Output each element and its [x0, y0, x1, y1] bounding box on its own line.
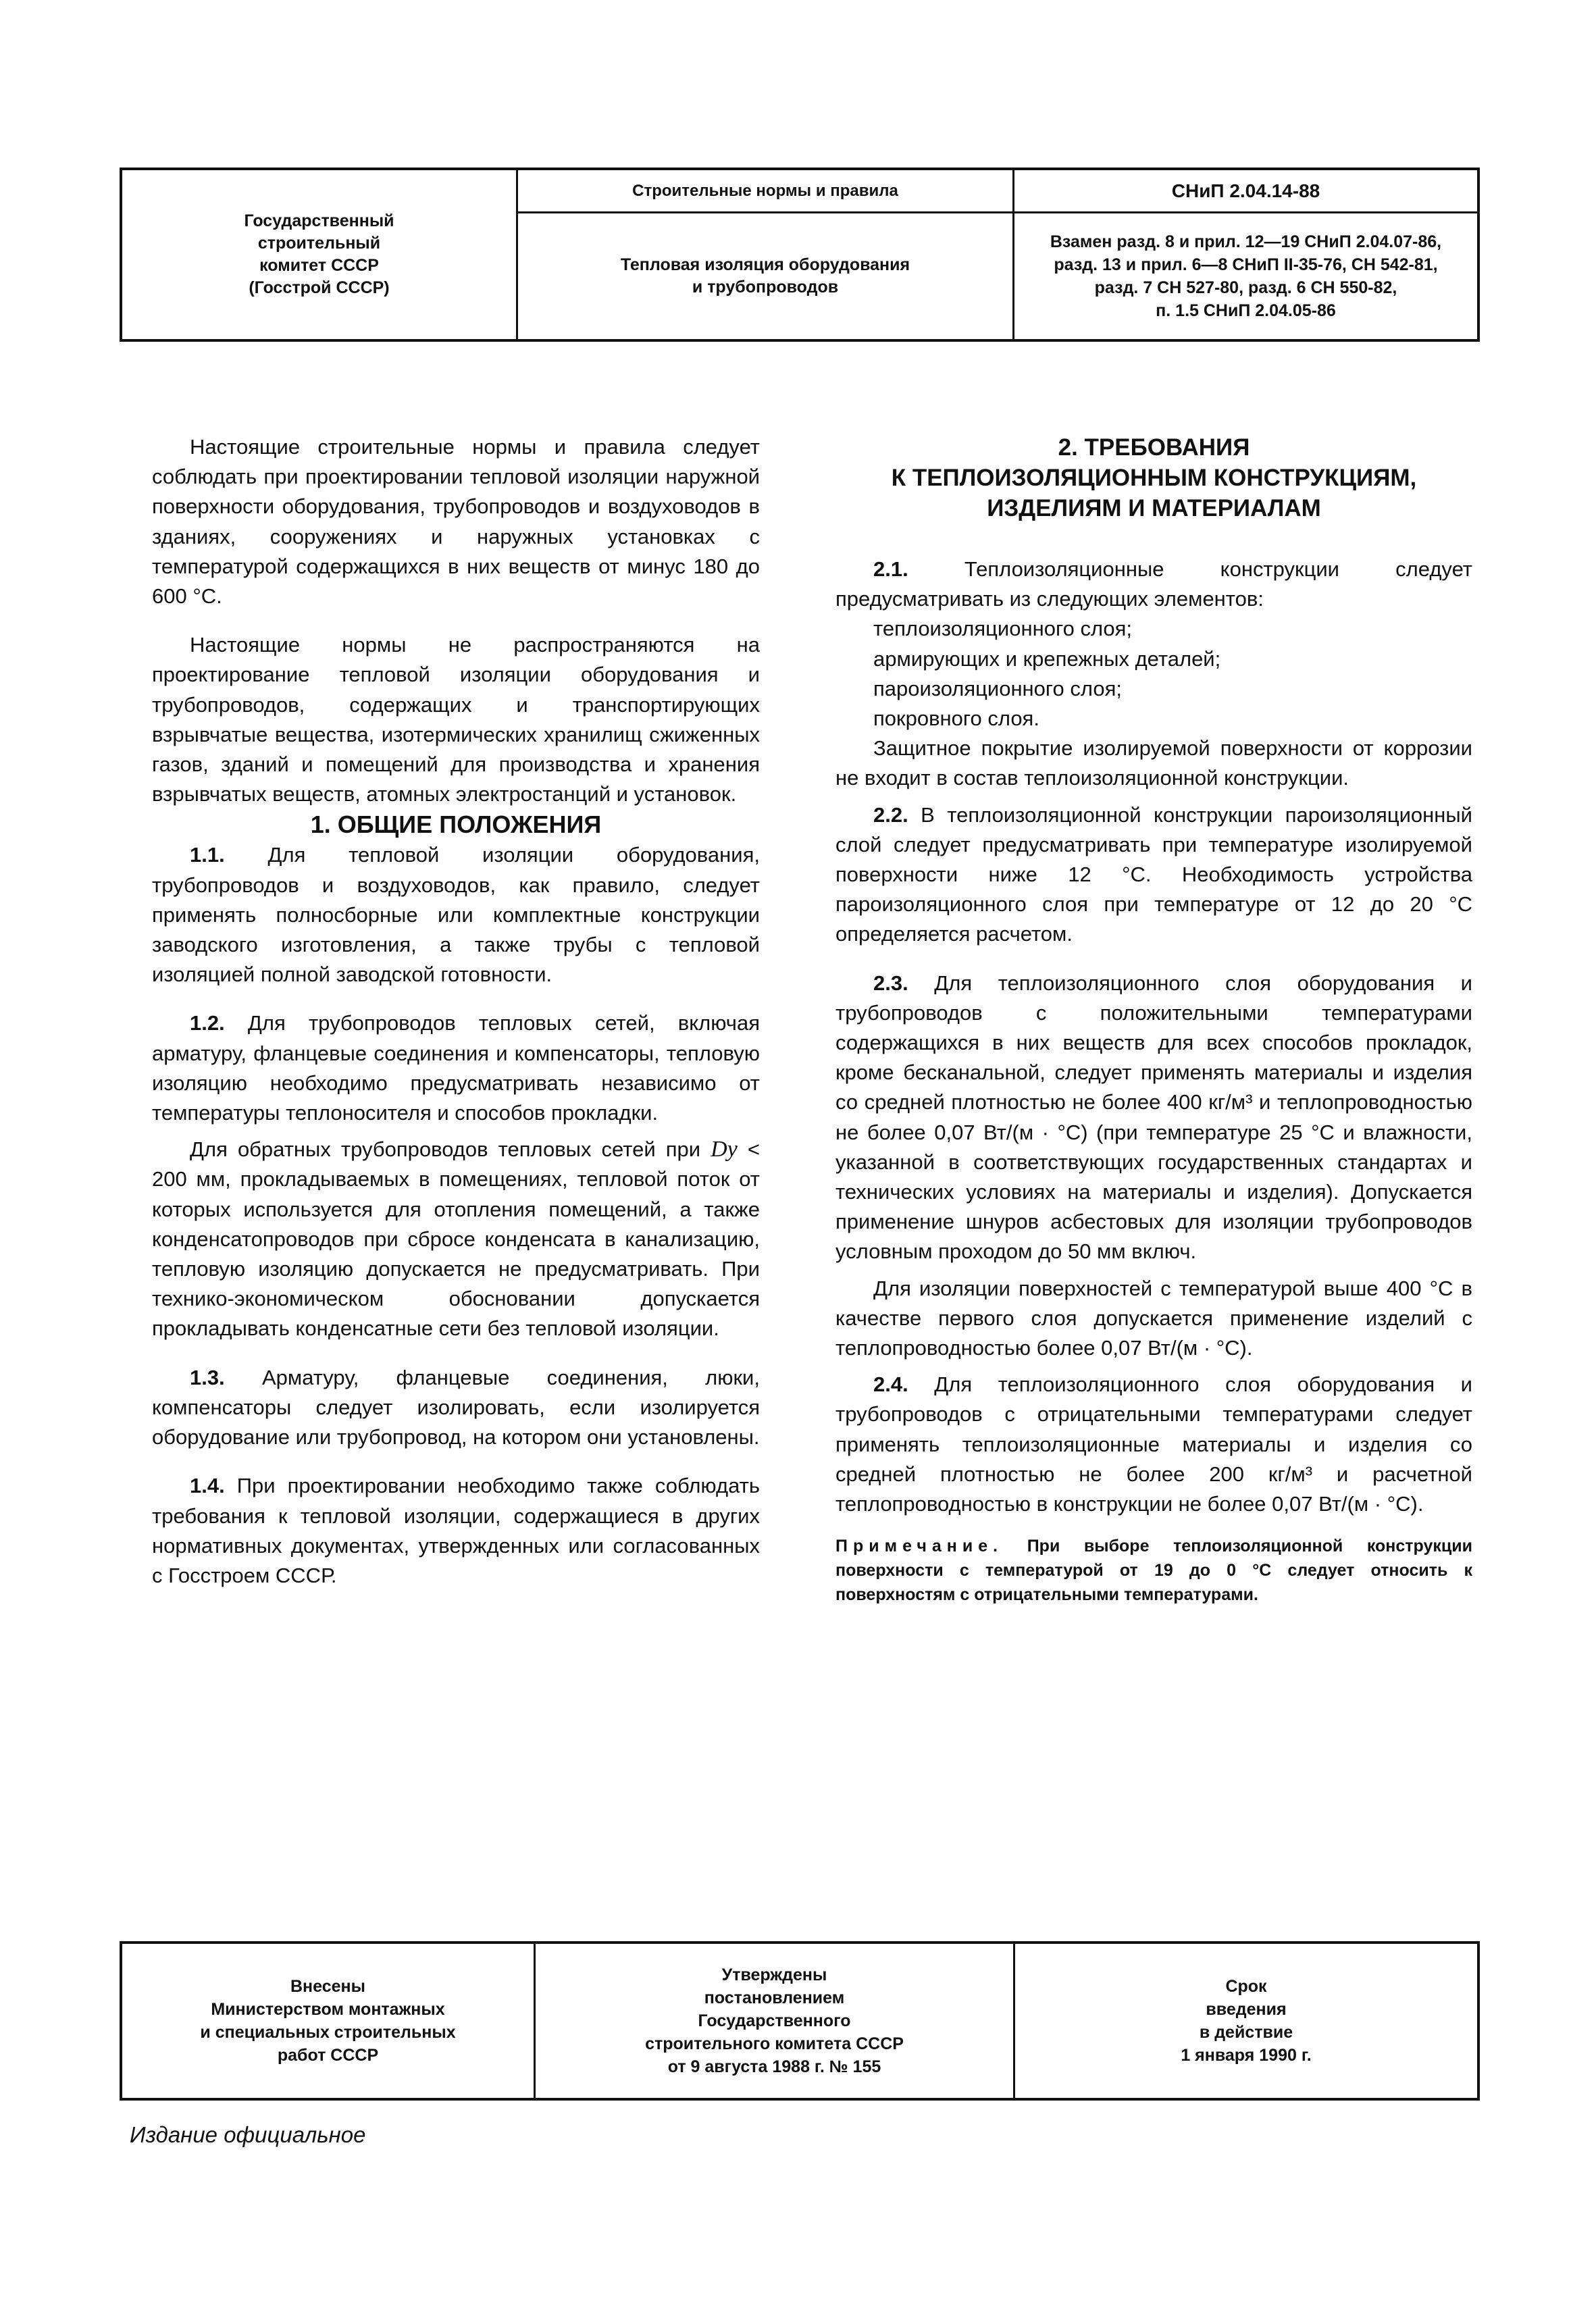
clause-text: Для тепловой изоляции оборудования, трубопроводов и воздуховодов, как правило, следует применять полносборные или комплектные конструкции заводского изготовления, а также трубы с тепловой изоляцией полной заводской готовности. — [152, 843, 760, 987]
doc-title-cell — [518, 213, 1014, 339]
section-2-title-line: 2. ТРЕБОВАНИЯ — [1058, 434, 1250, 461]
list-item: теплоизоляционного слоя; — [873, 617, 1133, 641]
effective-line: введения — [1206, 2000, 1287, 2019]
replaces-line: п. 1.5 СНиП 2.04.05-86 — [1156, 301, 1336, 320]
introduced-cell — [122, 1944, 536, 2098]
agency-line: строительный — [257, 234, 381, 253]
header-table — [120, 168, 1480, 342]
clause-1-2-continued — [152, 1135, 760, 1343]
clause-2-3 — [835, 969, 1472, 1267]
section-2-title-line: ИЗДЕЛИЯМ И МАТЕРИАЛАМ — [987, 495, 1321, 521]
clause-text: Для обратных трубопроводов тепловых сетей при — [190, 1137, 701, 1162]
approved-line: от 9 августа 1988 г. № 155 — [667, 2057, 881, 2076]
left-column — [152, 432, 760, 1591]
list-item: пароизоляционного слоя; — [873, 676, 1122, 700]
official-edition-label: Издание официальное — [130, 2122, 366, 2147]
replaces-cell — [1014, 213, 1477, 339]
clause-1-3 — [152, 1363, 760, 1453]
approved-line: Государственного — [698, 2011, 851, 2030]
footer-table — [120, 1941, 1480, 2101]
clause-number: 2.1. — [873, 557, 908, 581]
elements-list — [835, 614, 1472, 734]
approved-line: постановлением — [704, 1988, 845, 2007]
clause-text: Для трубопроводов тепловых сетей, включая арматуру, фланцевые соединения и компенсаторы, тепловую изоляцию необходимо предусматривать независимо от температуры теплоносителя и способов прокладки. — [152, 1011, 760, 1125]
diameter-symbol: Dy — [711, 1137, 738, 1162]
intro-paragraph: Настоящие нормы не распространяются на проектирование тепловой изоляции оборудования и трубопроводов, содержащих и транспортирующих взрывчатые вещества, изотермических хранилищ сжиженных газов, зданий и помещений для производства и хранения взрывчатых веществ, атомных электростанций и установок. — [152, 633, 760, 806]
approved-line: Утверждены — [721, 1965, 827, 1984]
clause-2-1 — [835, 555, 1472, 614]
doc-title-line: Тепловая изоляция оборудования — [620, 255, 910, 274]
doc-code: СНиП 2.04.14-88 — [1171, 180, 1320, 201]
clause-text: < 200 мм, прокладываемых в помещениях, тепловой поток от которых используется для отопления помещений, а также конденсатопроводов при сбросе конденсата в канализацию, тепловую изоляцию допускается не предусматривать. При технико-экономическом обосновании допускается прокладывать конденсатные сети без тепловой изоляции. — [152, 1137, 760, 1341]
approved-cell — [536, 1944, 1015, 2098]
clause-number: 2.3. — [873, 971, 908, 995]
clause-2-3-continued: Для изоляции поверхностей с температурой выше 400 °С в качестве первого слоя допускается применение изделий с теплопроводностью более 0,07 Вт/(м · °С). — [835, 1276, 1472, 1360]
note-text: При выборе теплоизоляционной конструкции поверхности с температурой от 19 до 0 °С следует относить к поверхностям с отрицательными температурами. — [835, 1537, 1472, 1605]
doc-type: Строительные нормы и правила — [632, 181, 898, 200]
clause-2-1-continued: Защитное покрытие изолируемой поверхности от коррозии не входит в состав теплоизоляционной конструкции. — [835, 736, 1472, 790]
agency-cell — [122, 170, 518, 339]
doc-title-line: и трубопроводов — [692, 278, 839, 297]
clause-number: 1.1. — [190, 843, 225, 867]
clause-number: 1.4. — [190, 1474, 225, 1498]
replaces-line: Взамен разд. 8 и прил. 12—19 СНиП 2.04.07-86, — [1050, 232, 1442, 251]
note — [835, 1534, 1472, 1607]
clause-text: В теплоизоляционной конструкции пароизоляционный слой следует предусматривать при температуре изолируемой поверхности ниже 12 °С. Необходимость устройства пароизоляционного слоя при температуре от 12 до 20 °С определяется расчетом. — [835, 802, 1472, 946]
effective-date-cell — [1015, 1944, 1477, 2098]
effective-line: 1 января 1990 г. — [1181, 2046, 1312, 2065]
agency-line: Государственный — [244, 211, 394, 230]
clause-text: Для теплоизоляционного слоя оборудования и трубопроводов с отрицательными температурами следует применять теплоизоляционные материалы и изделия со средней плотностью не более 200 кг/м³ и расчетной теплопроводностью в конструкции не более 0,07 Вт/(м · °С). — [835, 1372, 1472, 1516]
clause-text: Для теплоизоляционного слоя оборудования и трубопроводов с положительными температурами содержащихся в них веществ для всех способов прокладок, кроме бесканальной, следует применять материалы и изделия со средней плотностью не более 400 кг/м³ и теплопроводностью не более 0,07 Вт/(м · °С) (при температуре 25 °С и влажности, указанной в соответствующих государственных стандартах и технических условиях на материалы и изделия). Допускается применение шнуров асбестовых для изоляции трубопроводов условным проходом до 50 мм включ. — [835, 971, 1472, 1264]
clause-number: 2.2. — [873, 802, 908, 827]
clause-number: 1.2. — [190, 1011, 225, 1035]
introduced-line: Внесены — [290, 1977, 365, 1996]
section-2-title — [835, 432, 1472, 523]
replaces-line: разд. 7 СН 527-80, разд. 6 СН 550-82, — [1094, 278, 1397, 297]
right-column — [835, 432, 1472, 1607]
replaces-line: разд. 13 и прил. 6—8 СНиП II-35-76, СН 542-81, — [1054, 255, 1438, 274]
effective-line: Срок — [1225, 1977, 1267, 1996]
agency-line: комитет СССР — [259, 256, 379, 275]
approved-line: строительного комитета СССР — [645, 2034, 904, 2053]
section-1-title: 1. ОБЩИЕ ПОЛОЖЕНИЯ — [310, 811, 602, 839]
section-2-title-line: К ТЕПЛОИЗОЛЯЦИОННЫМ КОНСТРУКЦИЯМ, — [891, 465, 1417, 491]
clause-1-1 — [152, 840, 760, 989]
doc-code-cell — [1014, 170, 1477, 213]
clause-2-4 — [835, 1370, 1472, 1519]
clause-2-2 — [835, 800, 1472, 950]
note-label: Примечание. — [835, 1537, 1004, 1556]
clause-text: Теплоизоляционные конструкции следует предусматривать из следующих элементов: — [835, 557, 1472, 611]
clause-text: Арматуру, фланцевые соединения, люки, компенсаторы следует изолировать, если изолируется оборудование или трубопровод, на котором они установлены. — [152, 1365, 760, 1449]
intro-paragraph: Настоящие строительные нормы и правила следует соблюдать при проектировании тепловой изоляции наружной поверхности оборудования, трубопроводов и воздуховодов в зданиях, сооружениях и наружных установках с температурой содержащихся в них веществ от минус 180 до 600 °С. — [152, 435, 760, 609]
agency-line: (Госстрой СССР) — [249, 278, 390, 297]
clause-number: 2.4. — [873, 1372, 908, 1397]
clause-text: При проектировании необходимо также соблюдать требования к тепловой изоляции, содержащиеся в других нормативных документах, утвержденных или согласованных с Госстроем СССР. — [152, 1474, 760, 1587]
clause-number: 1.3. — [190, 1365, 225, 1389]
effective-line: в действие — [1199, 2023, 1293, 2042]
doc-type-cell — [518, 170, 1014, 213]
clause-1-2 — [152, 1008, 760, 1128]
introduced-line: работ СССР — [277, 2046, 379, 2065]
list-item: покровного слоя. — [873, 706, 1039, 731]
introduced-line: и специальных строительных — [200, 2023, 456, 2042]
clause-1-4 — [152, 1471, 760, 1591]
introduced-line: Министерством монтажных — [211, 2000, 445, 2019]
list-item: армирующих и крепежных деталей; — [873, 646, 1221, 671]
